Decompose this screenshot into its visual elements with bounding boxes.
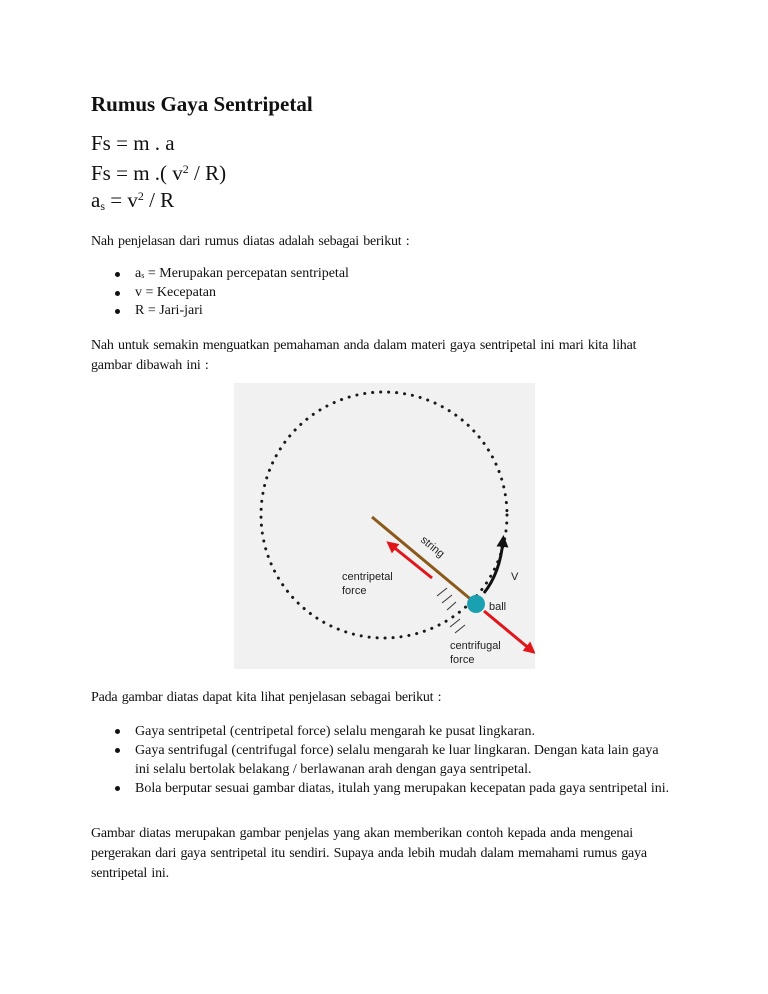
velocity-arrow bbox=[484, 541, 503, 593]
bullet-icon bbox=[115, 309, 120, 314]
centripetal-label-force: force bbox=[342, 585, 367, 597]
string-line bbox=[372, 517, 474, 602]
document-title: Rumus Gaya Sentripetal bbox=[91, 92, 313, 116]
formula-force: Fs = m . a bbox=[91, 131, 175, 155]
velocity-label: V bbox=[511, 571, 519, 583]
explanation-paragraph: Nah untuk semakin menguatkan pemahaman anda dalam materi gaya sentripetal ini mari kita lihat gambar dibawah ini : bbox=[91, 338, 637, 373]
list-item: v = Kecepatan bbox=[91, 284, 651, 302]
bullet-icon bbox=[115, 786, 120, 791]
bullet-icon bbox=[115, 729, 120, 734]
bullet-icon bbox=[115, 291, 120, 296]
closing-paragraph: Gambar diatas merupakan gambar penjelas yang akan memberikan contoh kepada anda mengenai pergerakan dari gaya sentripetal itu sendiri. Supaya anda lebih mudah dalam memahami rumus gaya sentripetal ini. bbox=[91, 826, 647, 881]
explanation-list bbox=[91, 722, 671, 798]
definition-list bbox=[91, 265, 651, 320]
figure-explanation-intro: Pada gambar diatas dapat kita lihat penjelasan sebagai berikut : bbox=[91, 690, 442, 705]
formula-acceleration: $a_s = v^2 / R$ bbox=[91, 188, 175, 213]
list-item: R = Jari-jari bbox=[91, 302, 651, 320]
bullet-icon bbox=[115, 272, 120, 277]
bullet-icon bbox=[115, 748, 120, 753]
list-item: Gaya sentripetal (centripetal force) selalu mengarah ke pusat lingkaran. bbox=[91, 722, 671, 741]
list-item: Bola berputar sesuai gambar diatas, itulah yang merupakan kecepatan pada gaya sentripetal ini. bbox=[91, 779, 671, 798]
list-item: Gaya sentrifugal (centrifugal force) selalu mengarah ke luar lingkaran. Dengan kata lain gaya ini selalu bertolak belakang / berlawanan arah dengan gaya sentripetal. bbox=[91, 741, 671, 779]
centripetal-force-diagram bbox=[234, 383, 535, 669]
motion-lines bbox=[437, 588, 465, 633]
centrifugal-label-force: force bbox=[450, 654, 475, 666]
formula-force-expanded: Fs = m .( $v^2 / R$) bbox=[91, 161, 227, 185]
string-label: string bbox=[418, 534, 447, 561]
list-item: $a_s$ = Merupakan percepatan sentripetal bbox=[91, 265, 651, 284]
ball-label: ball bbox=[489, 601, 507, 613]
centrifugal-label: centrifugal bbox=[450, 640, 501, 652]
diagram-svg bbox=[234, 383, 535, 669]
ball bbox=[467, 595, 485, 613]
intro-paragraph: Nah penjelasan dari rumus diatas adalah sebagai berikut : bbox=[91, 234, 410, 249]
centripetal-label: centripetal bbox=[342, 571, 393, 583]
